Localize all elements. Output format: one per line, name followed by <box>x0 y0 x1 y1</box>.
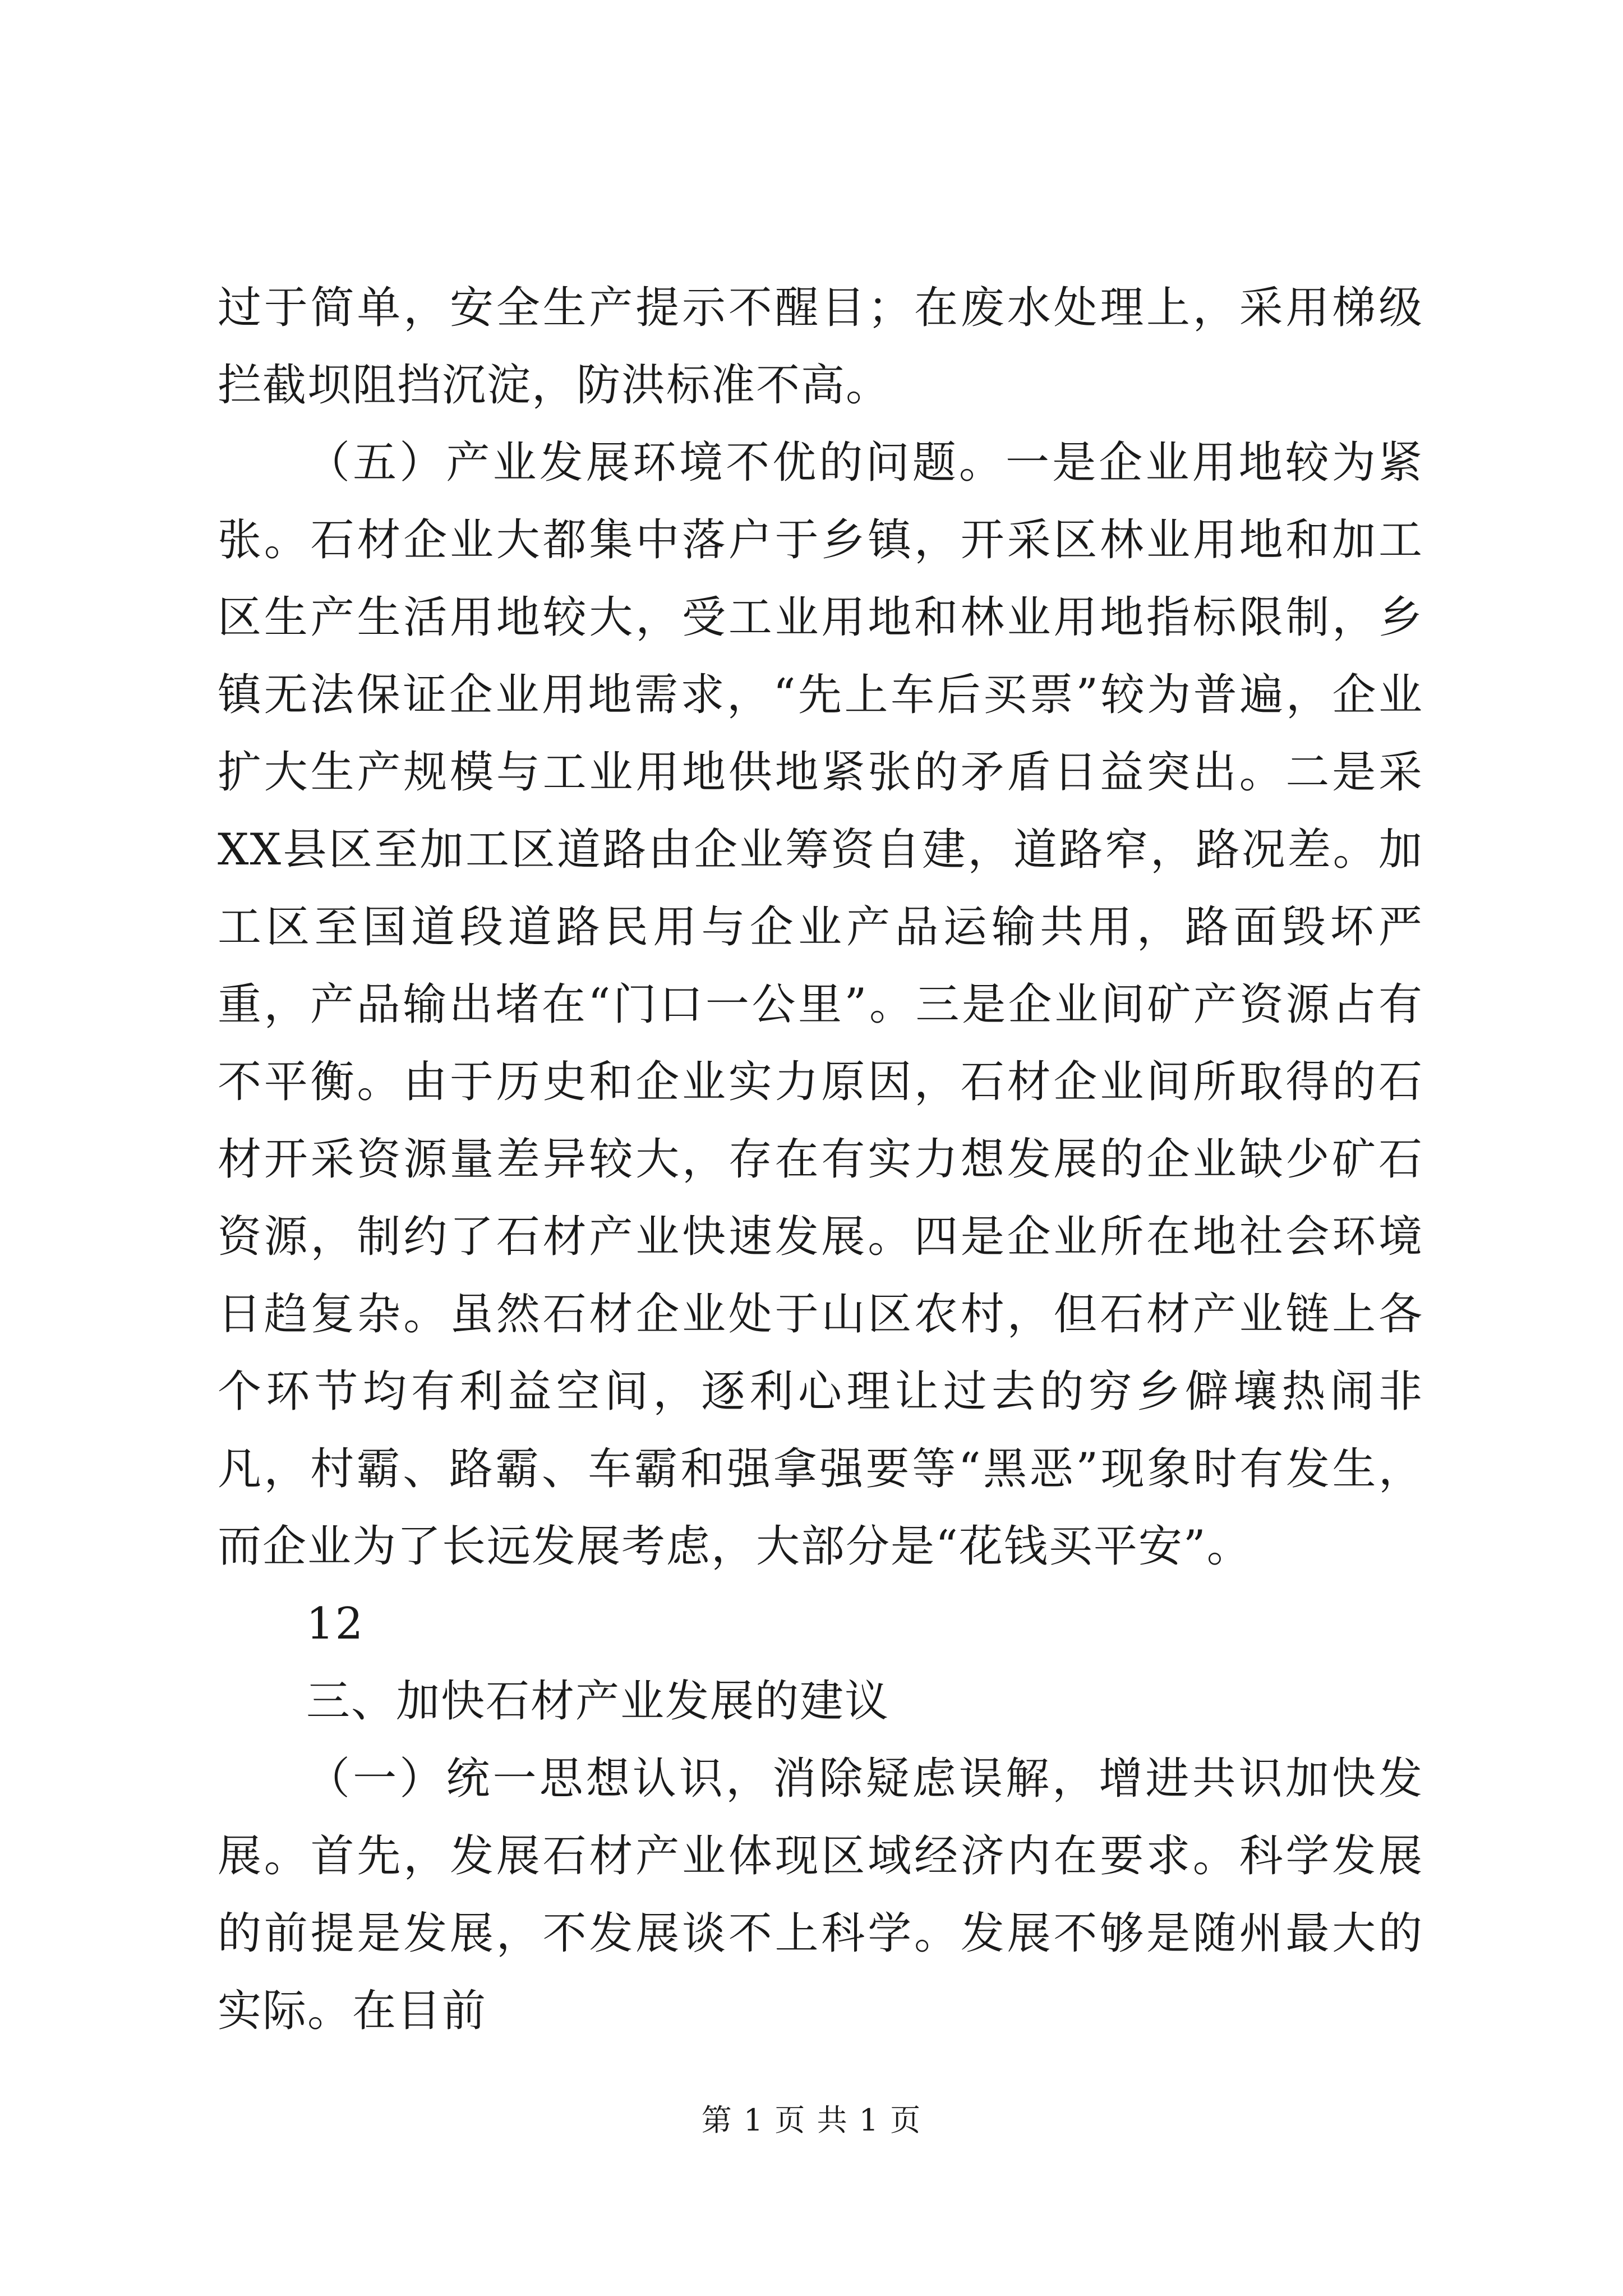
paragraph-page-number-12: 12 <box>306 1599 365 1649</box>
page-footer: 第 1 页 共 1 页 <box>701 2102 922 2138</box>
section-heading-suggestions: 三、加快石材产业发展的建议 <box>306 1676 890 1727</box>
paragraph-wastewater-continuation: 过于简单，安全生产提示不醒目；在废水处理上，采用梯级拦截坝阻挡沉淀，防洪标准不高。 <box>218 283 1423 411</box>
paragraph-unify-thinking: （一）统一思想认识，消除疑虑误解，增进共识加快发展。首先，发展石材产业体现区域经济内在要求。科学发展的前提是发展，不发展谈不上科学。发展不够是随州最大的实际。在目前 <box>218 1754 1423 2036</box>
paragraph-industry-environment: （五）产业发展环境不优的问题。一是企业用地较为紧张。石材企业大都集中落户于乡镇，开采区林业用地和加工区生产生活用地较大，受工业用地和林业用地指标限制，乡镇无法保证企业用地需求，“先上车后买票”较为普遍，企业扩大生产规模与工业用地供地紧张的矛盾日益突出。二是采XX县区至加工区道路由企业筹资自建，道路窄，路况差。加工区至国道段道路民用与企业产品运输共用，路面毁坏严重，产品输出堵在“门口一公里”。三是企业间矿产资源占有不平衡。由于历史和企业实力原因，石材企业间所取得的石材开采资源量差异较大，存在有实力想发展的企业缺少矿石资源，制约了石材产业快速发展。四是企业所在地社会环境日趋复杂。虽然石材企业处于山区农村，但石材产业链上各个环节均有利益空间，逐利心理让过去的穷乡僻壤热闹非凡，村霸、路霸、车霸和强拿强要等“黑恶”现象时有发生，而企业为了长远发展考虑，大部分是“花钱买平安”。 <box>218 438 1423 1572</box>
document-body <box>218 269 1423 2050</box>
